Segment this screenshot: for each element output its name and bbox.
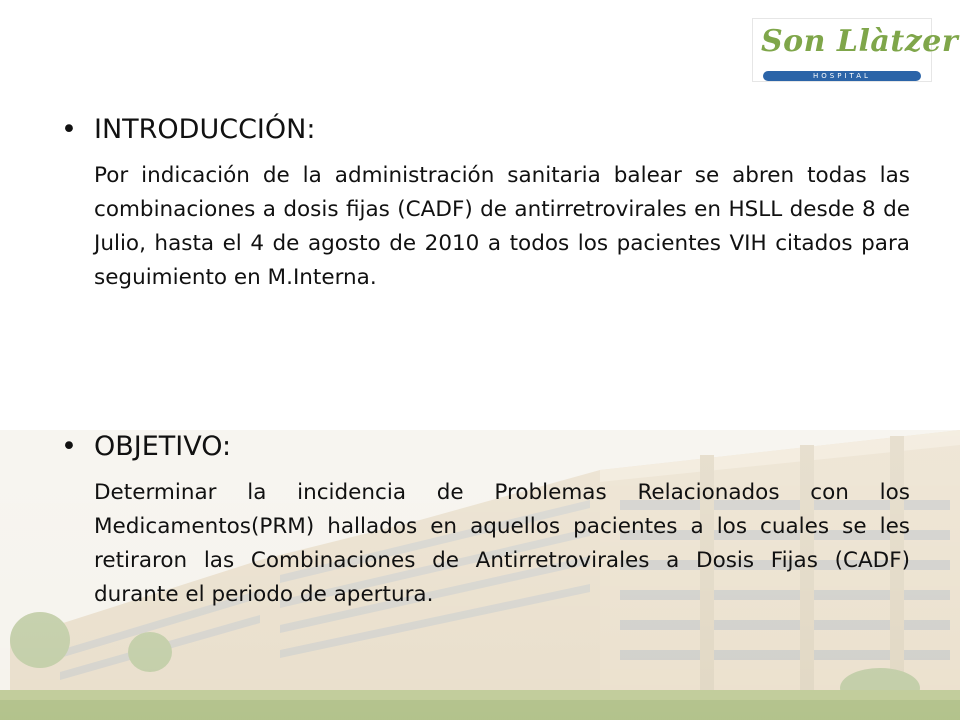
logo-subtitle-bar: HOSPITAL xyxy=(763,71,921,81)
section-heading xyxy=(58,430,910,464)
section-objetivo xyxy=(58,430,910,612)
section-paragraph: Determinar la incidencia de Problemas Relacionados con los Medicamentos(PRM) hallados en aquellos pacientes a los cuales se les retiraron las Combinaciones de Antirretrovirales a Dosis Fijas (CADF) durante el periodo de apertura. xyxy=(94,480,910,607)
section-paragraph: Por indicación de la administración sanitaria balear se abren todas las combinaciones a dosis fijas (CADF) de antirretrovirales en HSLL desde 8 de Julio, hasta el 4 de agosto de 2010 a todos los pacientes VIH citados para seguimiento en M.Interna. xyxy=(94,163,910,290)
logo-wordmark: Son Llàtzer xyxy=(761,24,959,59)
bullet-icon: • xyxy=(61,114,77,145)
heading-text: OBJETIVO: xyxy=(94,431,232,462)
heading-text: INTRODUCCIÓN: xyxy=(94,114,316,145)
bullet-icon: • xyxy=(61,431,77,462)
section-introduccion xyxy=(58,113,910,295)
section-heading xyxy=(58,113,910,147)
